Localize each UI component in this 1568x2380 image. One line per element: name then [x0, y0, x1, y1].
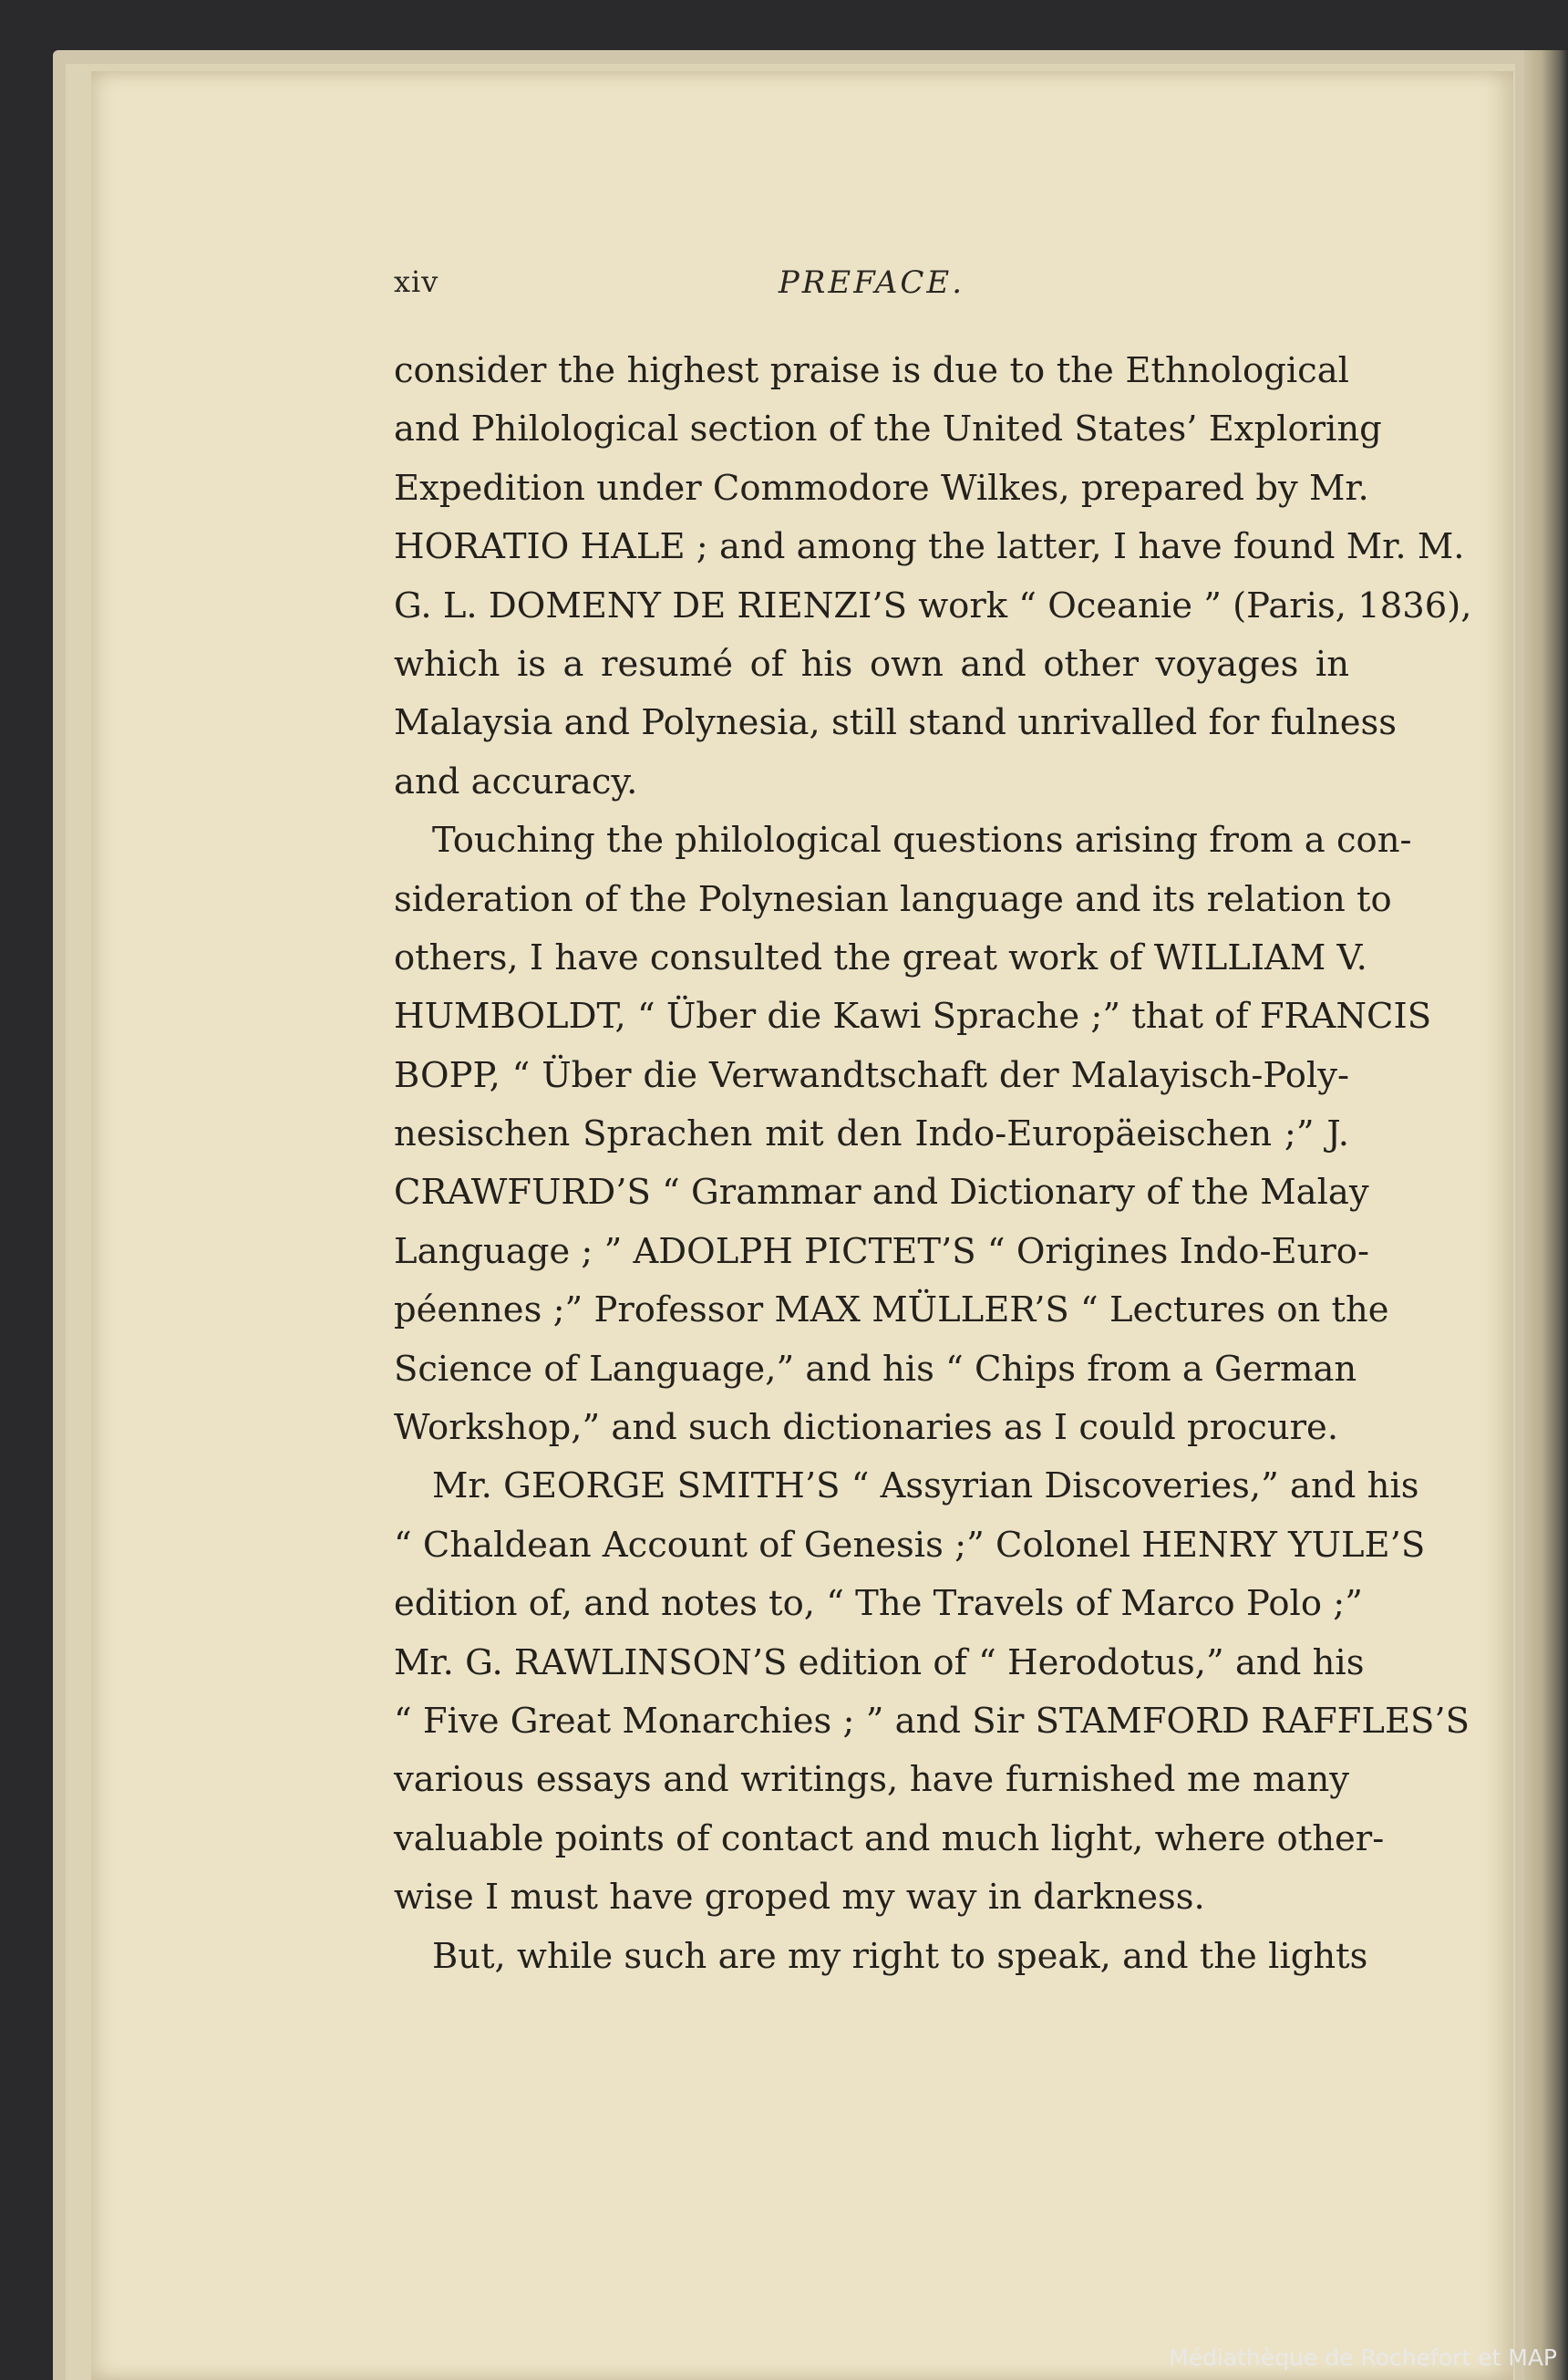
text-line: Expedition under Commodore Wilkes, prepared by Mr.: [394, 467, 1369, 509]
text-line: HORATIO HALE ; and among the latter, I have found Mr. M.: [394, 526, 1465, 568]
body-text: [394, 342, 1472, 1986]
text-line: and Philological section of the United States’ Exploring: [394, 409, 1382, 450]
library-watermark: Médiathèque de Rochefort et MAP: [1169, 2344, 1557, 2371]
binding-shadow: [1524, 50, 1568, 2380]
text-line: Workshop,” and such dictionaries as I could procure.: [394, 1407, 1339, 1449]
text-line: Touching the philological questions arising from a con-: [432, 820, 1412, 862]
text-line: others, I have consulted the great work of WILLIAM V.: [394, 936, 1367, 978]
text-line: Science of Language,” and his “ Chips from a German: [394, 1348, 1357, 1390]
text-line: various essays and writings, have furnished me many: [394, 1759, 1349, 1801]
text-line: sideration of the Polynesian language and its relation to: [394, 878, 1392, 920]
text-line: wise I must have groped my way in darkness.: [394, 1877, 1205, 1919]
text-line: But, while such are my right to speak, and the lights: [432, 1935, 1368, 1977]
text-line: which is a resumé of his own and other voyages in: [394, 643, 1349, 685]
text-line: valuable points of contact and much light, where other-: [394, 1817, 1385, 1859]
text-line: G. L. DOMENY DE RIENZI’S work “ Oceanie ” (Paris, 1836),: [394, 585, 1472, 626]
text-line: edition of, and notes to, “ The Travels of Marco Polo ;”: [394, 1583, 1363, 1625]
text-line: Mr. GEORGE SMITH’S “ Assyrian Discoveries,” and his: [432, 1465, 1419, 1507]
text-line: Mr. G. RAWLINSON’S edition of “ Herodotus,” and his: [394, 1641, 1365, 1683]
text-line: “ Five Great Monarchies ; ” and Sir STAMFORD RAFFLES’S: [394, 1700, 1470, 1742]
text-line: Malaysia and Polynesia, still stand unrivalled for fulness: [394, 702, 1398, 744]
text-line: HUMBOLDT, “ Über die Kawi Sprache ;” that of FRANCIS: [394, 996, 1432, 1038]
text-line: “ Chaldean Account of Genesis ;” Colonel HENRY YULE’S: [394, 1524, 1426, 1566]
running-head: PREFACE.: [778, 264, 965, 301]
text-line: péennes ;” Professor MAX MÜLLER’S “ Lectures on the: [394, 1289, 1389, 1331]
text-line: consider the highest praise is due to the Ethnological: [394, 350, 1349, 391]
text-line: and accuracy.: [394, 761, 638, 802]
text-line: Language ; ” ADOLPH PICTET’S “ Origines Indo-Euro-: [394, 1230, 1369, 1272]
text-line: CRAWFURD’S “ Grammar and Dictionary of the Malay: [394, 1172, 1369, 1214]
page-number: xiv: [394, 264, 439, 299]
text-line: nesischen Sprachen mit den Indo-Europäeischen ;” J.: [394, 1113, 1349, 1155]
text-line: BOPP, “ Über die Verwandtschaft der Malayisch-Poly-: [394, 1054, 1349, 1096]
page-header: [394, 264, 1349, 319]
